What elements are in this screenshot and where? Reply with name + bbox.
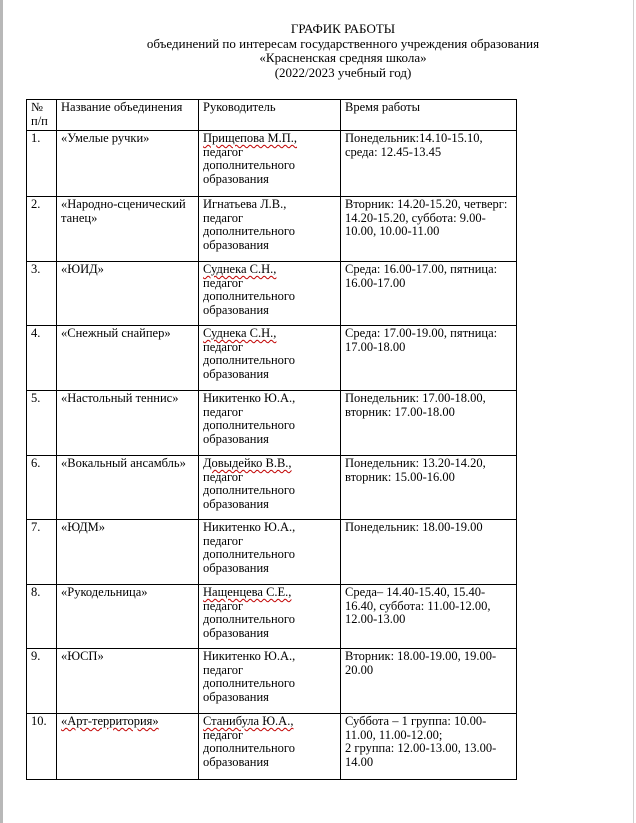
table-row bbox=[27, 649, 517, 714]
row-name: «ЮСП» bbox=[57, 649, 199, 714]
leader-role: педагог дополнительного образования bbox=[203, 598, 295, 640]
leader-name: Суднека С.Н., bbox=[203, 262, 277, 276]
row-number: 7. bbox=[27, 520, 57, 585]
row-leader bbox=[199, 131, 341, 197]
leader-name: Нащенцева С.Е., bbox=[203, 585, 292, 599]
table-row bbox=[27, 197, 517, 262]
table-row bbox=[27, 326, 517, 391]
page-left-edge bbox=[0, 0, 3, 823]
header-time: Время работы bbox=[341, 100, 517, 131]
row-name: «Народно-сценический танец» bbox=[57, 197, 199, 262]
time-line-1: Суббота – 1 группа: 10.00-11.00, 11.00-12.00; bbox=[345, 714, 487, 742]
row-number: 3. bbox=[27, 262, 57, 326]
table-row bbox=[27, 262, 517, 326]
leader-name: Станибула Ю.А., bbox=[203, 714, 294, 728]
row-name: «Умелые ручки» bbox=[57, 131, 199, 197]
row-time: Вторник: 14.20-15.20, четверг: 14.20-15.20, суббота: 9.00-10.00, 10.00-11.00 bbox=[341, 197, 517, 262]
row-number: 2. bbox=[27, 197, 57, 262]
table-header-row bbox=[27, 100, 517, 131]
row-name-text: «Арт-территория» bbox=[61, 714, 159, 728]
leader-name: Суднека С.Н., bbox=[203, 326, 277, 340]
row-leader bbox=[199, 714, 341, 780]
leader-role: педагог дополнительного образования bbox=[203, 662, 295, 704]
row-leader bbox=[199, 391, 341, 456]
row-leader bbox=[199, 326, 341, 391]
title-line-2: объединений по интересам государственного учреждения образования bbox=[146, 35, 540, 51]
row-name: «Вокальный ансамбль» bbox=[57, 456, 199, 520]
leader-name: Довыдейко В.В., bbox=[203, 456, 292, 470]
time-line-2: 2 группа: 12.00-13.00, 13.00-14.00 bbox=[345, 741, 497, 769]
row-leader bbox=[199, 456, 341, 520]
row-time: Понедельник:14.10-15.10, среда: 12.45-13.45 bbox=[341, 131, 517, 197]
row-leader bbox=[199, 520, 341, 585]
table-row bbox=[27, 585, 517, 649]
leader-role: педагог дополнительного образования bbox=[203, 469, 295, 511]
row-name bbox=[57, 714, 199, 780]
table-row bbox=[27, 456, 517, 520]
leader-name: Никитенко Ю.А., bbox=[203, 391, 296, 405]
leader-name: Прищепова М.П., bbox=[203, 131, 298, 145]
title-line-3: «Красненская средняя школа» bbox=[259, 50, 427, 65]
row-time: Понедельник: 18.00-19.00 bbox=[341, 520, 517, 585]
table-row bbox=[27, 714, 517, 780]
header-number: № п/п bbox=[27, 100, 57, 131]
leader-role: педагог дополнительного образования bbox=[203, 339, 295, 381]
leader-role: педагог дополнительного образования bbox=[203, 533, 295, 575]
row-name: «Снежный снайпер» bbox=[57, 326, 199, 391]
title-line-1: ГРАФИК РАБОТЫ bbox=[290, 21, 396, 36]
row-number: 4. bbox=[27, 326, 57, 391]
row-time: Среда– 14.40-15.40, 15.40-16.40, суббота: 11.00-12.00, 12.00-13.00 bbox=[341, 585, 517, 649]
row-name: «ЮДМ» bbox=[57, 520, 199, 585]
schedule-table bbox=[26, 99, 517, 780]
table-row bbox=[27, 131, 517, 197]
document-title bbox=[0, 22, 636, 80]
title-line-4: (2022/2023 учебный год) bbox=[274, 64, 412, 80]
row-leader bbox=[199, 649, 341, 714]
row-number: 10. bbox=[27, 714, 57, 780]
row-number: 5. bbox=[27, 391, 57, 456]
row-name: «Настольный теннис» bbox=[57, 391, 199, 456]
row-time: Понедельник: 17.00-18.00, вторник: 17.00-18.00 bbox=[341, 391, 517, 456]
row-leader bbox=[199, 585, 341, 649]
row-name: «Рукодельница» bbox=[57, 585, 199, 649]
table-row bbox=[27, 391, 517, 456]
row-time: Среда: 16.00-17.00, пятница: 16.00-17.00 bbox=[341, 262, 517, 326]
row-time bbox=[341, 714, 517, 780]
leader-name: Никитенко Ю.А., bbox=[203, 520, 296, 534]
row-time: Среда: 17.00-19.00, пятница: 17.00-18.00 bbox=[341, 326, 517, 391]
row-name: «ЮИД» bbox=[57, 262, 199, 326]
row-number: 8. bbox=[27, 585, 57, 649]
row-number: 1. bbox=[27, 131, 57, 197]
leader-name: Игнатьева Л.В., bbox=[203, 197, 287, 211]
row-leader bbox=[199, 262, 341, 326]
header-leader: Руководитель bbox=[199, 100, 341, 131]
row-number: 9. bbox=[27, 649, 57, 714]
row-time: Понедельник: 13.20-14.20, вторник: 15.00-16.00 bbox=[341, 456, 517, 520]
page-right-edge bbox=[633, 0, 634, 823]
row-number: 6. bbox=[27, 456, 57, 520]
row-time: Вторник: 18.00-19.00, 19.00-20.00 bbox=[341, 649, 517, 714]
header-name: Название объединения bbox=[57, 100, 199, 131]
leader-role: педагог дополнительного образования bbox=[203, 727, 295, 769]
row-leader bbox=[199, 197, 341, 262]
leader-role: педагог дополнительного образования bbox=[203, 144, 295, 186]
leader-role: педагог дополнительного образования bbox=[203, 404, 295, 446]
leader-name: Никитенко Ю.А., bbox=[203, 649, 296, 663]
leader-role: педагог дополнительного образования bbox=[203, 275, 295, 317]
table-row bbox=[27, 520, 517, 585]
leader-role: педагог дополнительного образования bbox=[203, 210, 295, 252]
